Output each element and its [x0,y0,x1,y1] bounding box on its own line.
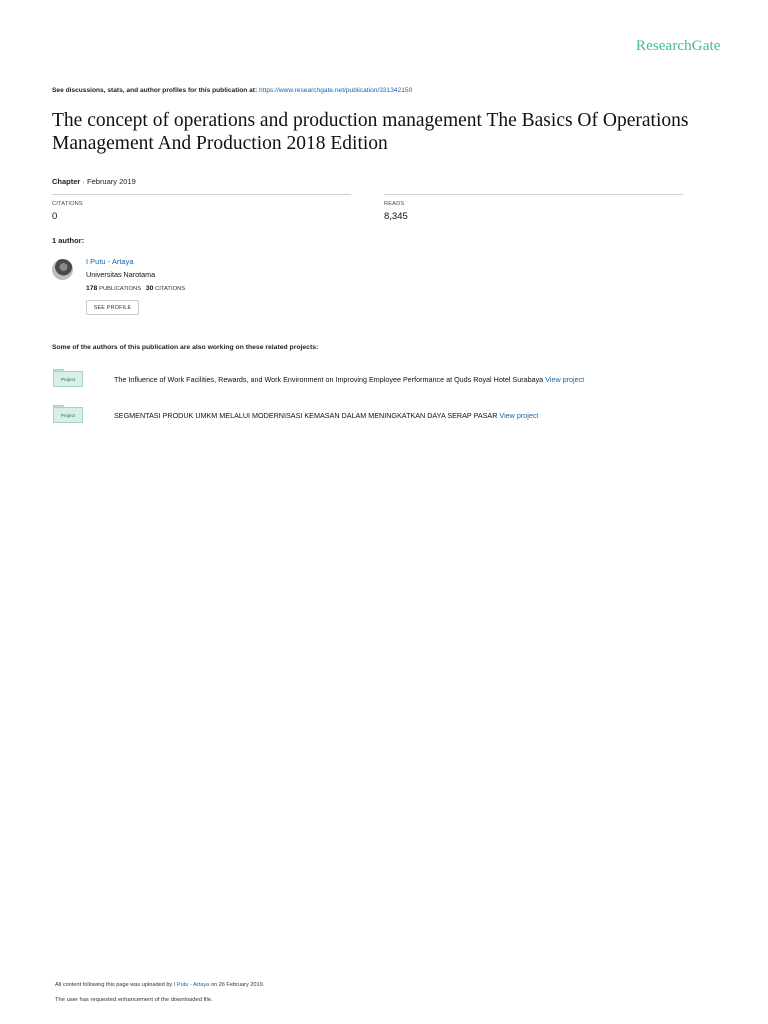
reads-label: READS [384,201,405,207]
publication-meta [52,177,136,186]
related-project-item [114,375,584,384]
publication-url-link[interactable]: https://www.researchgate.net/publication/331342150 [259,87,413,94]
citations-value: 0 [52,211,58,222]
enhancement-note: The user has requested enhancement of the downloaded file. [55,997,213,1003]
project-icon-label: Project [53,371,83,387]
publication-date: February 2019 [87,177,136,186]
publication-title: The concept of operations and production management The Basics Of Operations Management And Production 2018 Edition [52,110,689,154]
divider-reads [384,194,683,195]
author-citations-count: 30 [145,285,154,292]
divider-citations [52,194,351,195]
author-affiliation: Universitas Narotama [86,270,156,279]
view-project-link[interactable]: View project [499,411,539,420]
author-publications-label: PUBLICATIONS [98,286,142,292]
upload-prefix: All content following this page was uploaded by [55,982,173,988]
project-folder-icon [53,369,83,387]
discussions-line [52,87,412,94]
upload-suffix: on 26 February 2019. [210,982,265,988]
related-project-title: The Influence of Work Facilities, Rewards, and Work Environment on Improving Employee Performance at Quds Royal Hotel Surabaya [114,375,544,384]
uploader-link[interactable]: I Putu - Artaya [173,982,210,988]
project-folder-icon [53,405,83,423]
related-project-title: SEGMENTASI PRODUK UMKM MELALUI MODERNISASI KEMASAN DALAM MENINGKATKAN DAYA SERAP PASAR [114,411,498,420]
author-publications-count: 178 [86,285,98,292]
meta-separator: · [80,177,88,186]
view-project-link[interactable]: View project [545,375,585,384]
project-icon-label: Project [53,407,83,423]
reads-value: 8,345 [384,211,408,222]
author-name-link[interactable]: I Putu - Artaya [86,257,134,266]
discussions-label: See discussions, stats, and author profiles for this publication at: [52,87,258,94]
upload-note [55,982,264,988]
related-project-item [114,411,538,420]
author-stats [86,285,185,292]
author-citations-label: CITATIONS [155,286,186,292]
author-avatar[interactable] [52,259,73,280]
see-profile-button[interactable]: SEE PROFILE [86,300,139,315]
authors-heading: 1 author: [52,236,85,245]
citations-label: CITATIONS [52,201,83,207]
publication-type: Chapter [52,177,81,186]
researchgate-logo: ResearchGate [636,38,721,54]
related-projects-heading: Some of the authors of this publication are also working on these related projects: [52,344,319,351]
